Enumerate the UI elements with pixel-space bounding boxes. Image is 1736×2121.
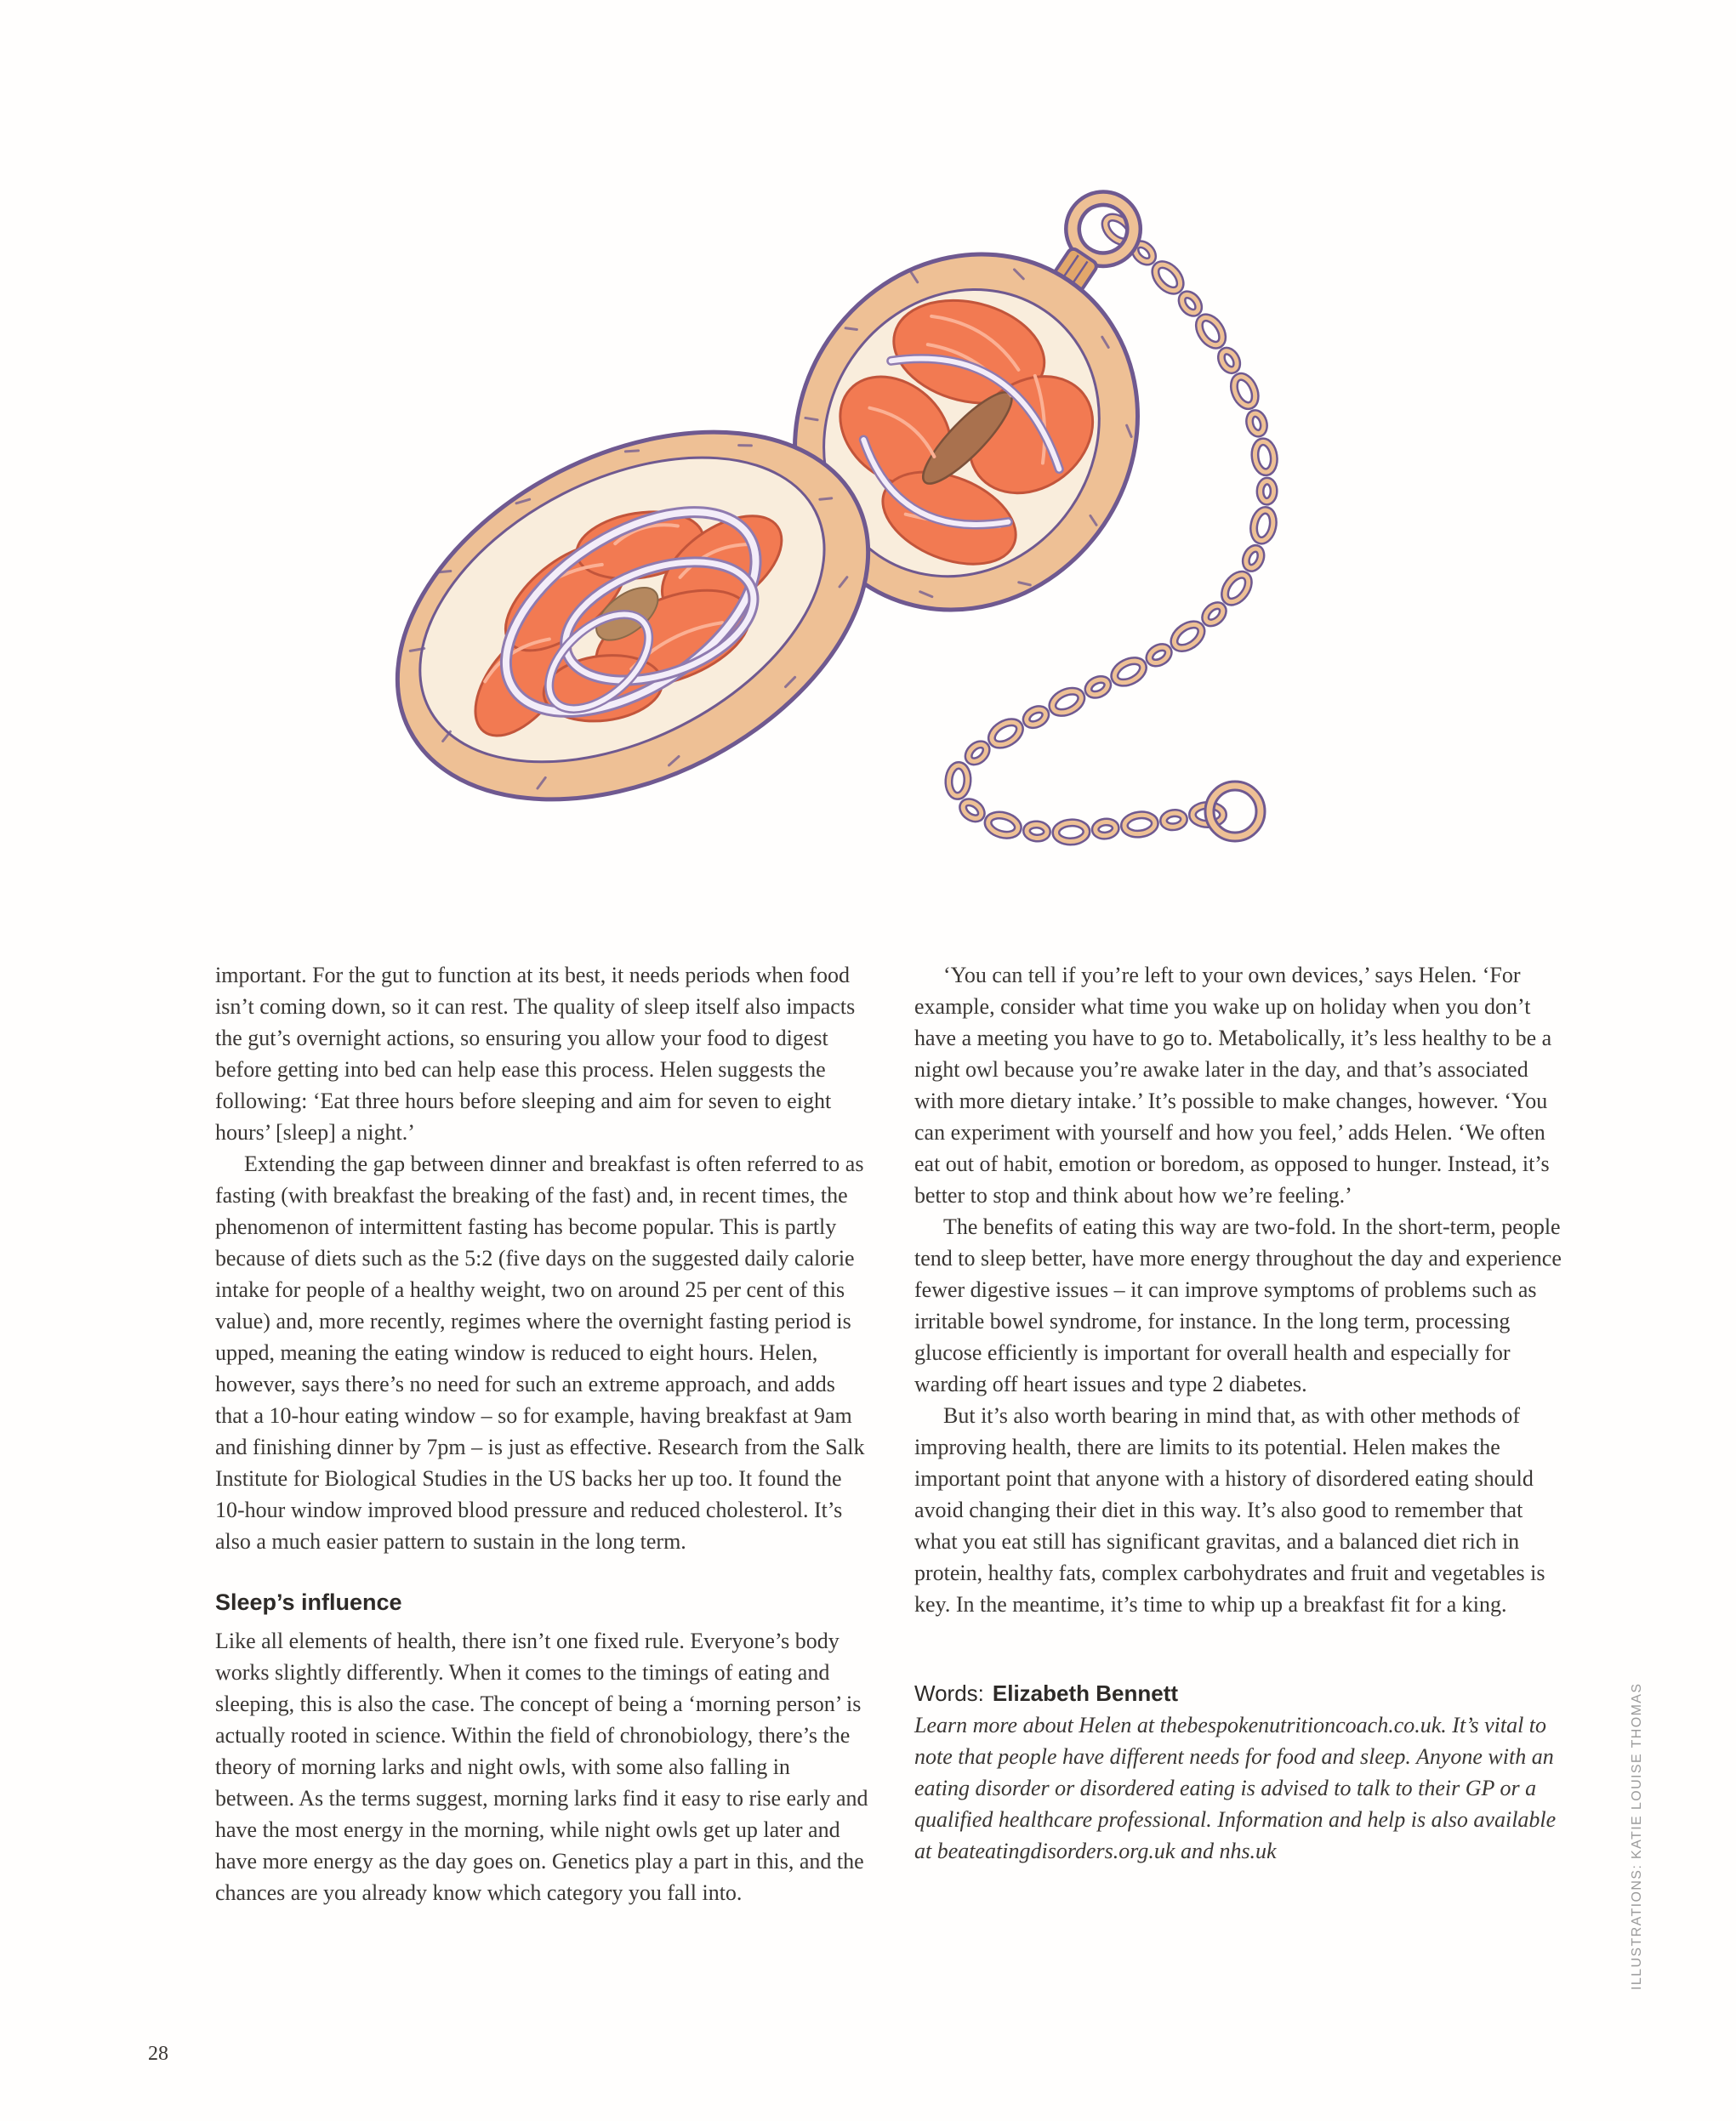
- illustration-credit: ILLUSTRATIONS: KATIE LOUISE THOMAS: [1630, 1682, 1644, 1990]
- paragraph: The benefits of eating this way are two-fold. In the short-term, people tend to sleep better, have more energy throughout the day and experience fewer digestive issues – it can improve symptoms of problems such as irritable bowel syndrome, for instance. In the long term, processing glucose efficiently is important for overall health and especially for warding off heart issues and type 2 diabetes.: [914, 1214, 1562, 1396]
- paragraph: Like all elements of health, there isn’t one fixed rule. Everyone’s body works slightly differently. When it comes to the timings of eating and sleeping, this is also the case. The concept of being a ‘morning person’ is actually rooted in science. Within the field of chronobiology, there’s the theory of morning larks and night owls, with some also falling in between. As the terms suggest, morning larks find it easy to rise early and have the most energy in the morning, while night owls get up later and have more energy as the day goes on. Genetics play a part in this, and the chances are you already know which category you fall into.: [215, 1629, 868, 1905]
- author-name: Elizabeth Bennett: [992, 1680, 1179, 1706]
- paragraph: Extending the gap between dinner and breakfast is often referred to as fasting (with breakfast the breaking of the fast) and, in recent times, the phenomenon of intermittent fasting has become popular. This is partly because of diets such as the 5:2 (five days on the suggested daily calorie intake for people of a healthy weight, two on around 25 per cent of this value) and, more recently, regimes where the overnight fasting period is upped, meaning the eating window is reduced to eight hours. Helen, however, says there’s no need for such an extreme approach, and adds that a 10-hour eating window – so for example, having breakfast at 9am and finishing dinner by 7pm – is just as effective. Research from the Salk Institute for Biological Studies in the US backs her up too. It found the 10-hour window improved blood pressure and reduced cholesterol. It’s also a much easier pattern to sustain in the long term.: [215, 1151, 865, 1554]
- words-label: Words:: [914, 1680, 984, 1706]
- footnote: Learn more about Helen at thebespokenutritioncoach.co.uk. It’s vital to note that people have different needs for food and sleep. Anyone with an eating disorder or disordered eating is advised to talk to their GP or a qualified healthcare professional. Information and help is also available at beateatingdisorders.org.uk and nhs.uk: [914, 1713, 1557, 1863]
- bagel-pocket-watch-illustration: [366, 102, 1369, 893]
- paragraph: ‘You can tell if you’re left to your own devices,’ says Helen. ‘For example, consider what time you wake up on holiday when you don’t have a meeting you have to go to. Metabolically, it’s less healthy to be a night owl because you’re awake later in the day, and that’s associated with more dietary intake.’ It’s possible to make changes, however. ‘You can experiment with yourself and how you feel,’ adds Helen. ‘We often eat out of habit, emotion or boredom, as opposed to hunger. Instead, it’s better to stop and think about how we’re feeling.’: [914, 963, 1552, 1208]
- article-body: [215, 959, 1568, 1908]
- right-column: [914, 959, 1568, 1908]
- illustration-container: [366, 102, 1369, 893]
- section-heading: Sleep’s influence: [215, 1589, 402, 1615]
- page-number: 28: [148, 2043, 168, 2065]
- left-column: [215, 959, 868, 1908]
- paragraph: But it’s also worth bearing in mind that, as with other methods of improving health, there are limits to its potential. Helen makes the important point that anyone with a history of disordered eating should avoid changing their diet in this way. It’s also good to remember that what you eat still has significant gravitas, and a balanced diet rich in protein, healthy fats, complex carbohydrates and fruit and vegetables is key. In the meantime, it’s time to whip up a breakfast fit for a king.: [914, 1403, 1545, 1617]
- paragraph: important. For the gut to function at its best, it needs periods when food isn’t coming down, so it can rest. The quality of sleep itself also impacts the gut’s overnight actions, so ensuring you allow your food to digest before getting into bed can help ease this process. Helen suggests the following: ‘Eat three hours before sleeping and aim for seven to eight hours’ [sleep] a night.’: [215, 963, 856, 1145]
- byline: [914, 1678, 1568, 1709]
